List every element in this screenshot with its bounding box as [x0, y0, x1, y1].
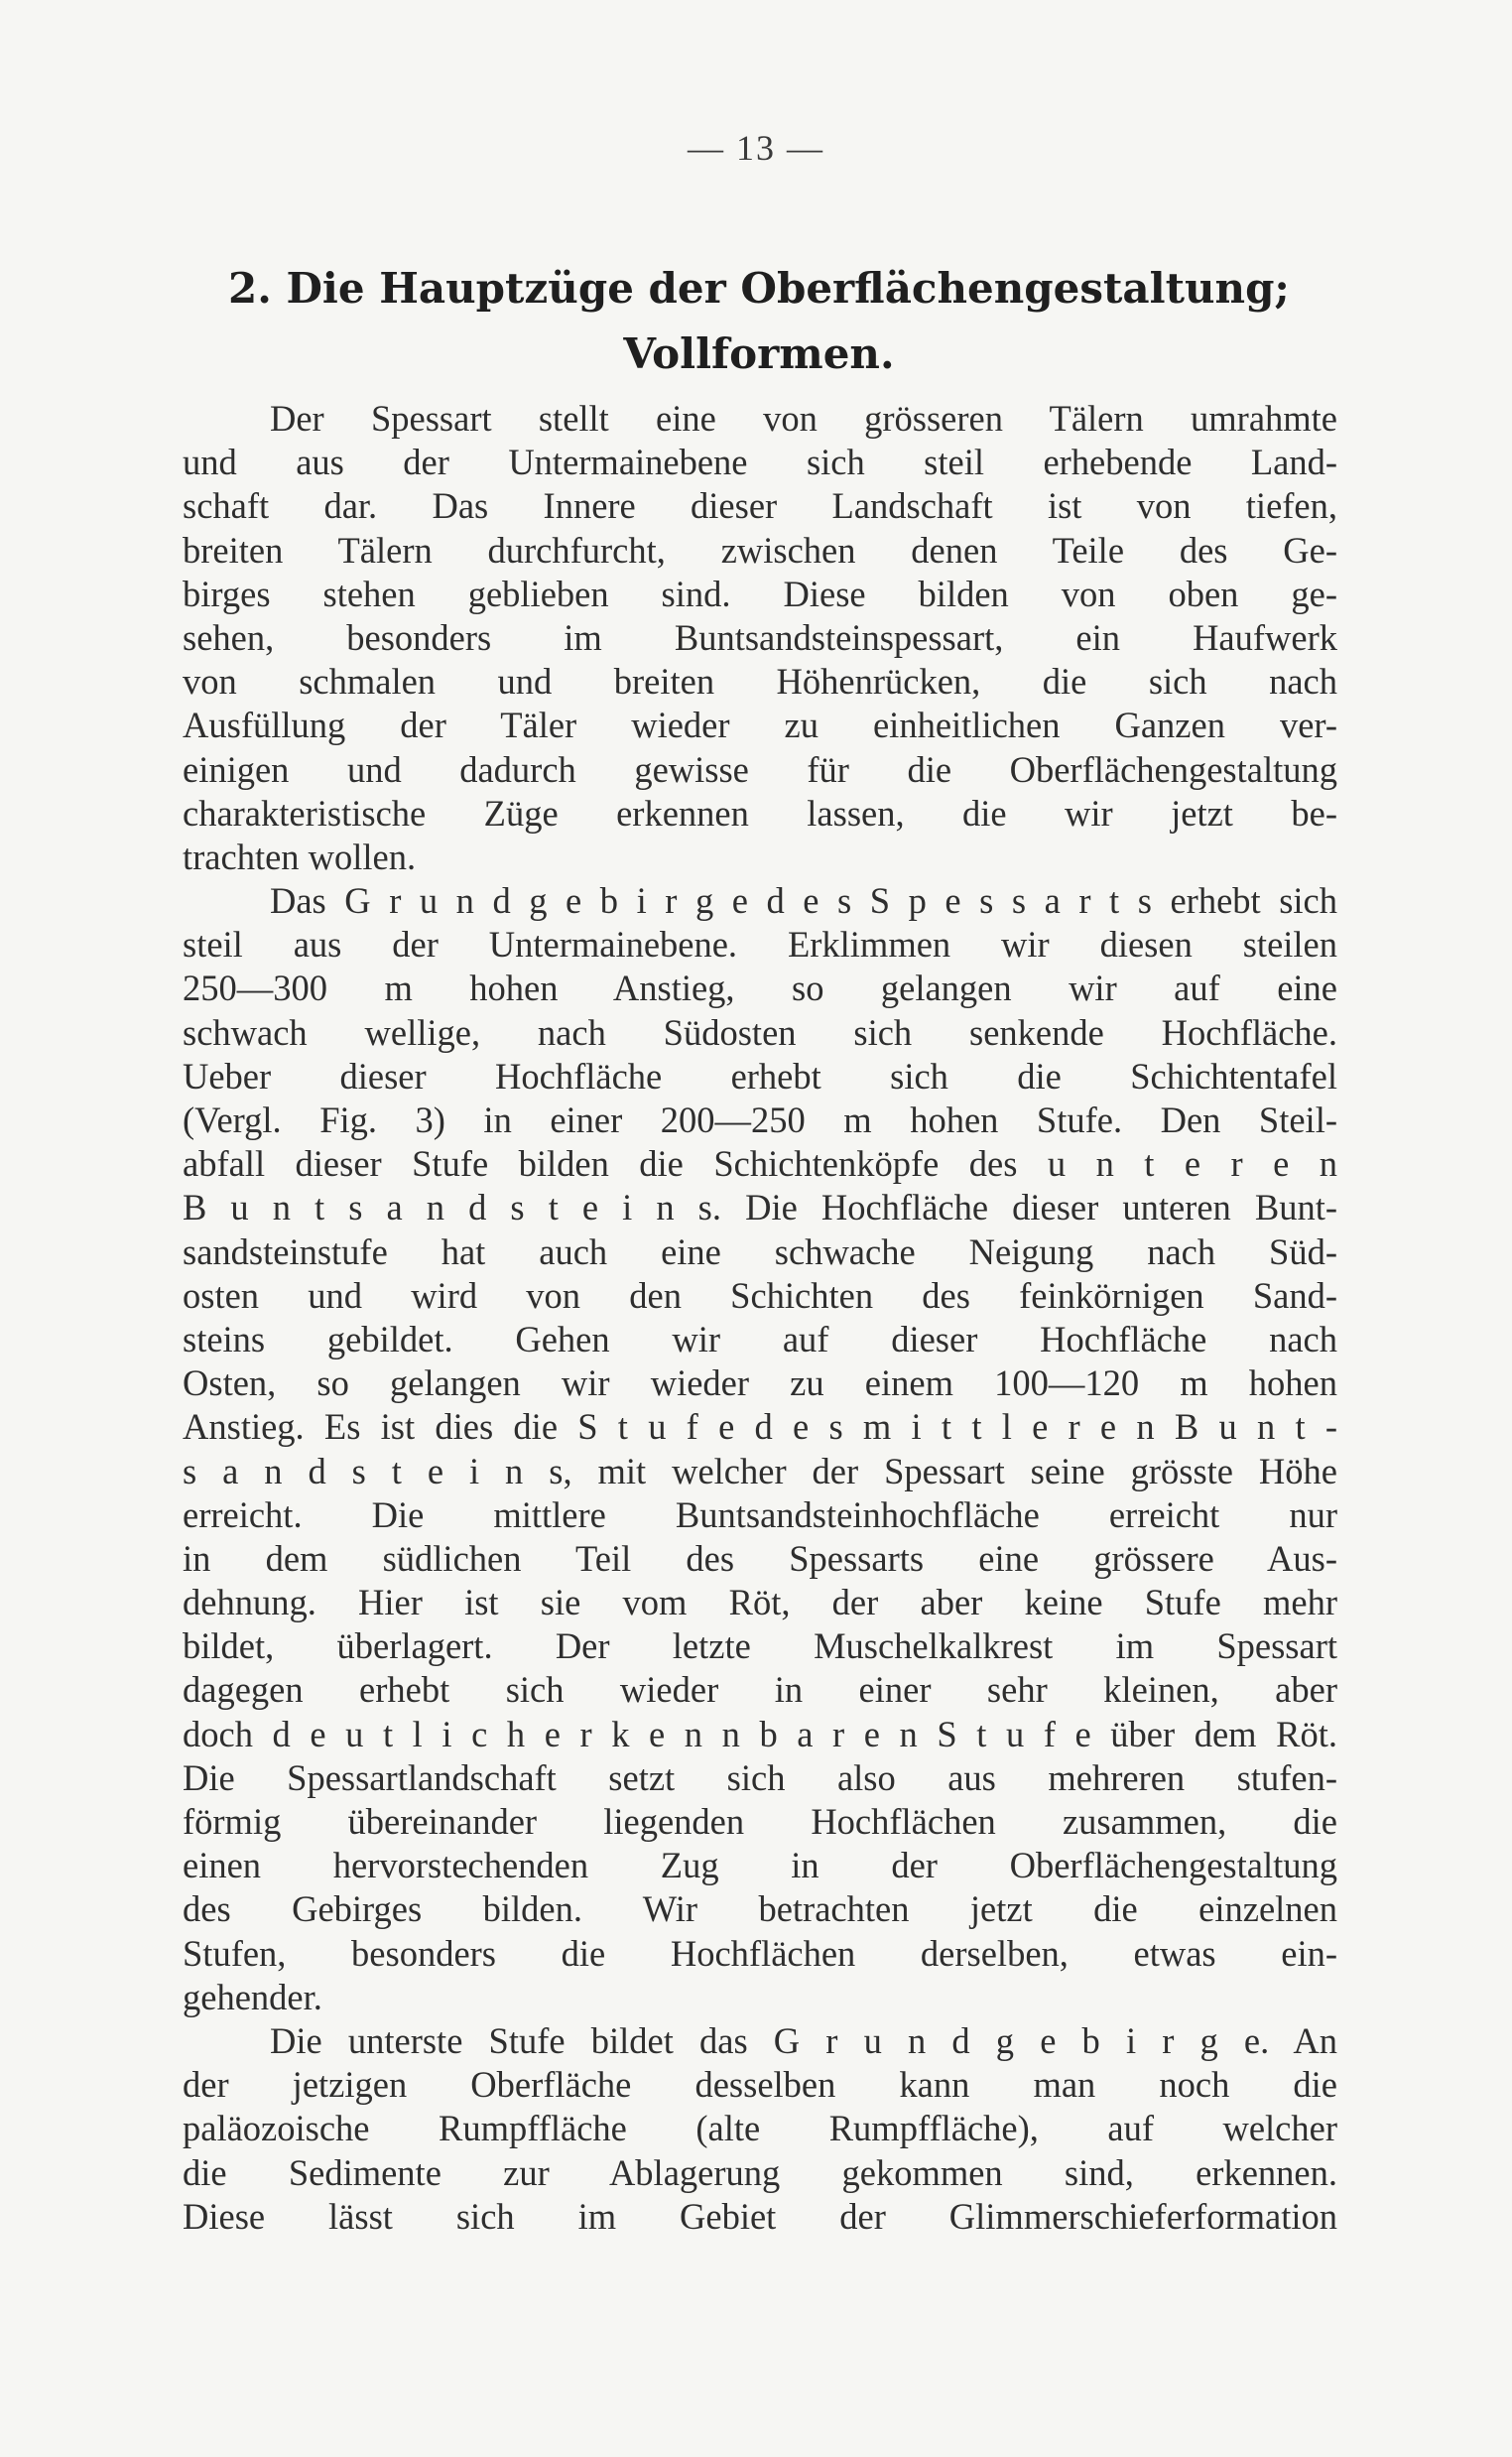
- text-line: Die Spessartlandschaft setzt sich also aus mehreren stufen-: [183, 1756, 1337, 1798]
- text-line: der jetzigen Oberfläche desselben kann man noch die: [183, 2064, 1337, 2106]
- text-line: birges stehen geblieben sind. Diese bilden von oben ge-: [183, 573, 1337, 614]
- text-line: von schmalen und breiten Höhenrücken, die sich nach: [183, 661, 1337, 703]
- text-line: breiten Tälern durchfurcht, zwischen denen Teile des Ge-: [183, 529, 1337, 571]
- text-line: abfall dieser Stufe bilden die Schichtenköpfe des u n t e r e n: [183, 1143, 1337, 1185]
- heading-line-2: Vollformen.: [623, 329, 895, 378]
- text-line: und aus der Untermainebene sich steil erhebende Land-: [183, 442, 1337, 483]
- text-line: Stufen, besonders die Hochflächen derselben, etwas ein-: [183, 1932, 1337, 1974]
- text-line: s a n d s t e i n s, mit welcher der Spessart seine grösste Höhe: [183, 1450, 1337, 1491]
- text-line: Die unterste Stufe bildet das G r u n d g e b i r g e. An: [270, 2019, 1337, 2061]
- text-line: Der Spessart stellt eine von grösseren Tälern umrahmte: [270, 398, 1337, 439]
- text-line: 250—300 m hohen Anstieg, so gelangen wir auf eine: [183, 968, 1337, 1009]
- text-line: einigen und dadurch gewisse für die Oberflächengestaltung: [183, 748, 1337, 790]
- text-line: (Vergl. Fig. 3) in einer 200—250 m hohen Stufe. Den Steil-: [183, 1099, 1337, 1140]
- text-line: erreicht. Die mittlere Buntsandsteinhochfläche erreicht nur: [183, 1493, 1337, 1535]
- text-line: schaft dar. Das Innere dieser Landschaft ist von tiefen,: [183, 485, 1337, 527]
- text-line: osten und wird von den Schichten des feinkörnigen Sand-: [183, 1274, 1337, 1316]
- text-line: schwach wellige, nach Südosten sich senkende Hochfläche.: [183, 1011, 1337, 1053]
- section-heading: [179, 256, 1339, 387]
- text-line: steins gebildet. Gehen wir auf dieser Hochfläche nach: [183, 1318, 1337, 1359]
- text-line: Diese lässt sich im Gebiet der Glimmerschieferformation: [183, 2195, 1337, 2237]
- text-line: förmig übereinander liegenden Hochflächen zusammen, die: [183, 1801, 1337, 1842]
- text-line: trachten wollen.: [183, 836, 417, 877]
- text-line: doch d e u t l i c h e r k e n n b a r e n S t u f e über dem Röt.: [183, 1713, 1337, 1754]
- text-line: B u n t s a n d s t e i n s. Die Hochfläche dieser unteren Bunt-: [183, 1187, 1337, 1228]
- text-line: gehender.: [183, 1976, 322, 2017]
- text-line: sandsteinstufe hat auch eine schwache Neigung nach Süd-: [183, 1230, 1337, 1272]
- body-text: [183, 397, 1337, 2239]
- text-line: Ueber dieser Hochfläche erhebt sich die Schichtentafel: [183, 1055, 1337, 1097]
- text-line: bildet, überlagert. Der letzte Muschelkalkrest im Spessart: [183, 1625, 1337, 1667]
- heading-line-1: 2. Die Hauptzüge der Oberflächengestaltung;: [228, 264, 1290, 313]
- text-line: Das G r u n d g e b i r g e d e s S p e s s a r t s erhebt sich: [270, 880, 1337, 922]
- text-line: Osten, so gelangen wir wieder zu einem 100—120 m hohen: [183, 1362, 1337, 1404]
- text-line: einen hervorstechenden Zug in der Oberflächengestaltung: [183, 1845, 1337, 1886]
- text-line: in dem südlichen Teil des Spessarts eine grössere Aus-: [183, 1537, 1337, 1579]
- page-number: — 13 —: [688, 128, 824, 168]
- text-line: charakteristische Züge erkennen lassen, die wir jetzt be-: [183, 792, 1337, 834]
- text-line: die Sedimente zur Ablagerung gekommen sind, erkennen.: [183, 2151, 1337, 2193]
- text-line: dagegen erhebt sich wieder in einer sehr kleinen, aber: [183, 1669, 1337, 1711]
- text-line: sehen, besonders im Buntsandsteinspessart, ein Haufwerk: [183, 616, 1337, 658]
- text-line: des Gebirges bilden. Wir betrachten jetzt die einzelnen: [183, 1888, 1337, 1930]
- text-line: dehnung. Hier ist sie vom Röt, der aber keine Stufe mehr: [183, 1582, 1337, 1623]
- text-line: paläozoische Rumpffläche (alte Rumpffläche), auf welcher: [183, 2108, 1337, 2149]
- text-line: steil aus der Untermainebene. Erklimmen wir diesen steilen: [183, 924, 1337, 966]
- text-line: Ausfüllung der Täler wieder zu einheitlichen Ganzen ver-: [183, 705, 1337, 746]
- text-line: Anstieg. Es ist dies die S t u f e d e s m i t t l e r e n B u n t -: [183, 1406, 1337, 1448]
